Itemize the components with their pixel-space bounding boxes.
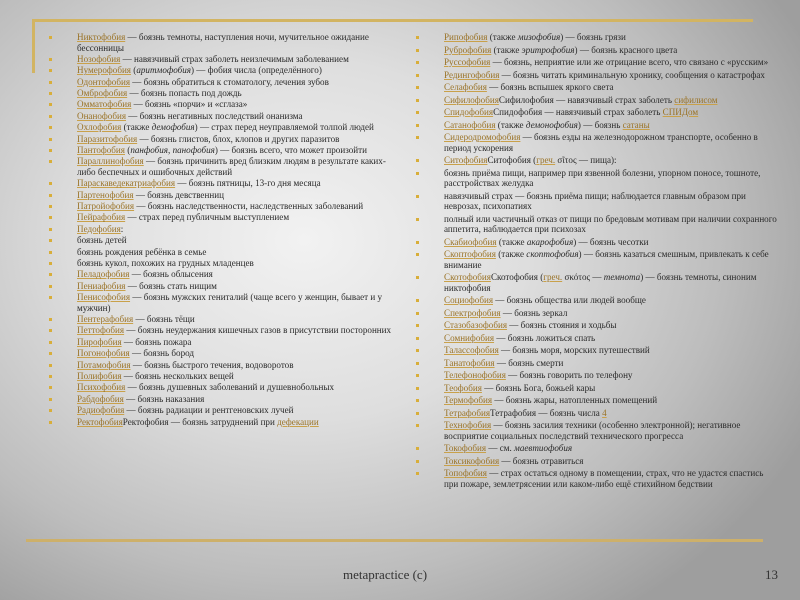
term-link[interactable]: Скотофобия: [444, 272, 491, 282]
term-link[interactable]: Радиофобия: [77, 405, 125, 416]
description-text: — боязнь причинить вред близким людям в результате каких-либо беспечных и ошибочных действий: [77, 156, 386, 177]
bullet-icon: [416, 349, 419, 352]
term-link[interactable]: Пенисофобия: [77, 292, 131, 303]
list-item: [416, 395, 778, 406]
description-text: (также: [491, 44, 522, 55]
description-text: (также: [487, 32, 518, 42]
bullet-icon: [49, 352, 52, 355]
description-text: (: [125, 145, 131, 156]
list-item: [416, 32, 778, 43]
description-text: боязнь детей: [77, 235, 127, 246]
term-link[interactable]: Пентерафобия: [77, 314, 134, 325]
list-item: [416, 456, 778, 467]
bullet-icon: [416, 387, 419, 390]
description-text: ) — боязнь красного цвета: [574, 44, 678, 55]
description-text: боязнь кукол, похожих на грудных младенцев: [77, 258, 254, 269]
description-text: — боязнь вспышек яркого света: [486, 82, 614, 92]
bullet-icon: [49, 194, 52, 197]
term-link[interactable]: Ситофобия: [444, 155, 488, 165]
list-item: [49, 314, 404, 325]
description-text: — боязнь нескольких вещей: [121, 371, 234, 382]
term-link[interactable]: сифилисом: [674, 94, 718, 105]
bullet-icon: [49, 341, 52, 344]
description-text: — боязнь смерти: [494, 357, 564, 368]
description-text: — страх перед публичным выступлением: [125, 212, 290, 223]
list-item: [49, 247, 404, 258]
bullet-icon: [49, 36, 52, 39]
description-text: — страх остаться одному в помещении, страх, что не удастся спастись при пожаре, землетрясении или каком-либо ещё стихийном бедствии: [444, 468, 764, 489]
description-text: ) — боязнь темноты, синоним никтофобия: [444, 272, 757, 293]
term-link[interactable]: Руброфобия: [444, 44, 492, 55]
description-text: — боязнь пятницы, 13-го дня месяца: [175, 178, 321, 189]
list-item: [49, 337, 404, 348]
bullet-icon: [49, 386, 52, 389]
bullet-icon: [416, 36, 419, 39]
bullet-icon: [49, 103, 52, 106]
bullet-icon: [49, 285, 52, 288]
term-link[interactable]: Сифилофобия: [444, 94, 499, 105]
description-text: — см.: [486, 443, 515, 453]
list-item: [49, 360, 404, 371]
bullet-icon: [49, 92, 52, 95]
decorative-frame-top: [32, 19, 753, 22]
list-item: [416, 107, 778, 118]
synonym-text: демонофобия: [525, 119, 578, 130]
bullet-icon: [49, 205, 52, 208]
description-text: (также: [495, 249, 527, 259]
list-item: [416, 308, 778, 319]
description-text: — боязнь читать криминальную хронику, сообщения о катастрофах: [499, 69, 765, 80]
bullet-icon: [49, 239, 52, 242]
list-item: [416, 249, 778, 270]
term-link[interactable]: Телефонофобия: [444, 370, 506, 380]
description-text: :: [120, 223, 124, 234]
list-item: [49, 32, 404, 53]
term-link[interactable]: греч.: [543, 272, 563, 282]
footer-divider: [26, 539, 763, 542]
list-item: [416, 295, 778, 306]
description-text: ) — боязнь: [577, 119, 623, 130]
list-item: [416, 345, 778, 356]
list-item: [49, 88, 404, 99]
bullet-icon: [49, 138, 52, 141]
bullet-icon: [49, 329, 52, 332]
list-item: [49, 405, 404, 416]
description-text: — боязнь девственниц: [133, 189, 224, 200]
list-item: [49, 111, 404, 122]
bullet-icon: [49, 251, 52, 254]
description-text: ) — фобия числа (определённого): [190, 65, 322, 76]
list-item: [416, 82, 778, 93]
term-link[interactable]: Параллинофобия: [77, 156, 144, 167]
description-text: — боязнь неудержания кишечных газов в присутствии посторонних: [124, 325, 392, 336]
bullet-icon: [49, 296, 52, 299]
term-link[interactable]: Технофобия: [444, 420, 492, 430]
list-item: [416, 468, 778, 489]
description-text: ) — страх перед неуправляемой толпой людей: [194, 122, 374, 133]
term-link[interactable]: Сидеродромофобия: [444, 132, 521, 142]
bullet-icon: [49, 182, 52, 185]
list-item: [416, 155, 778, 166]
list-item: [49, 394, 404, 405]
list-item: [49, 348, 404, 359]
list-item: [49, 99, 404, 110]
decorative-frame-left: [32, 19, 35, 73]
description-text: навязчивый страх — боязнь приёма пищи; наблюдается главным образом при неврозах, психопатиях: [444, 190, 746, 211]
list-item: [416, 320, 778, 331]
term-link[interactable]: Талассофобия: [444, 345, 499, 355]
bullet-icon: [416, 447, 419, 450]
description-text: — боязнь ложиться спать: [494, 332, 596, 343]
term-link[interactable]: Топофобия: [444, 468, 487, 478]
description-text: ) — боязнь казаться смешным, привлекать к себе внимание: [444, 249, 769, 270]
list-item: [416, 420, 778, 441]
list-item: [49, 325, 404, 336]
term-link[interactable]: Омброфобия: [77, 88, 128, 99]
term-link[interactable]: Скабиофобия: [444, 236, 497, 247]
description-text: — боязнь жары, натопленных помещений: [492, 395, 658, 405]
term-link[interactable]: Редингофобия: [444, 69, 500, 80]
list-item: [49, 156, 404, 177]
list-item: [416, 45, 778, 56]
list-item: [49, 145, 404, 156]
bullet-icon: [416, 374, 419, 377]
bullet-icon: [416, 159, 419, 162]
bullet-icon: [416, 337, 419, 340]
list-item: [49, 269, 404, 280]
description-text: — боязнь стать нищим: [125, 280, 217, 291]
slide-number: 13: [765, 567, 778, 582]
description-text: — боязнь, неприятие или же отрицание всего, что связано с «русским»: [490, 57, 769, 67]
bullet-icon: [49, 375, 52, 378]
bullet-icon: [416, 424, 419, 427]
list-item: [49, 224, 404, 235]
term-link[interactable]: Социофобия: [444, 295, 494, 305]
list-item: [416, 120, 778, 131]
bullet-icon: [416, 86, 419, 89]
synonym-text: мизофобия: [517, 32, 561, 42]
term-link[interactable]: греч.: [536, 155, 556, 165]
bullet-icon: [49, 216, 52, 219]
term-link[interactable]: Потамофобия: [77, 359, 131, 370]
synonym-text: демофобия: [151, 122, 195, 133]
list-item: [416, 408, 778, 419]
list-item: [416, 383, 778, 394]
list-item: [49, 235, 404, 246]
list-item: [49, 371, 404, 382]
term-link[interactable]: Одонтофобия: [77, 76, 131, 87]
bullet-icon: [49, 409, 52, 412]
term-link[interactable]: Омматофобия: [77, 99, 132, 110]
term-link[interactable]: Рабдофобия: [77, 393, 124, 404]
description-text: (также: [495, 119, 526, 130]
list-item: [416, 70, 778, 81]
description-text: Сифилофобия — навязчивый страх заболеть: [498, 94, 675, 105]
synonym-text: скоптофобия: [526, 249, 579, 259]
bullet-icon: [49, 81, 52, 84]
list-item: [416, 370, 778, 381]
footer-text: metapractice (c): [342, 567, 428, 582]
list-item: [49, 65, 404, 76]
term-link[interactable]: Педофобия: [77, 223, 121, 234]
synonym-text: маевтиофобия: [514, 443, 573, 453]
description-text: — боязнь глистов, блох, клопов и других паразитов: [137, 133, 340, 144]
description-text: боязнь рождения ребёнка в семье: [77, 246, 207, 257]
description-text: — боязнь тёщи: [133, 314, 195, 325]
bullet-icon: [416, 299, 419, 302]
bullet-icon: [416, 195, 419, 198]
term-link[interactable]: Скоптофобия: [444, 249, 496, 259]
phobia-list-left: [49, 32, 404, 428]
term-link[interactable]: Нозофобия: [77, 53, 121, 64]
list-item: [49, 54, 404, 65]
bullet-icon: [416, 472, 419, 475]
bullet-icon: [416, 61, 419, 64]
list-item: [416, 132, 778, 153]
description-text: — боязнь наказания: [123, 393, 205, 404]
term-link[interactable]: Селафобия: [444, 82, 487, 92]
description-text: — боязнь зеркал: [500, 307, 568, 318]
description-text: — боязнь говорить по телефону: [505, 370, 633, 380]
term-link[interactable]: Полифобия: [77, 371, 122, 382]
description-text: — боязнь душевных заболеваний и душевнобольных: [125, 382, 335, 393]
bullet-icon: [416, 412, 419, 415]
description-text: Скотофобия (: [490, 272, 544, 282]
description-text: — боязнь обратиться к стоматологу, лечения зубов: [130, 76, 329, 87]
description-text: Спидофобия — навязчивый страх заболеть: [493, 107, 663, 117]
description-text: боязнь приёма пищи, например при язвенной болезни, упорном поносе, тошноте, расстройствах желудка: [444, 167, 761, 188]
term-link[interactable]: Ректофобия: [77, 416, 123, 427]
bullet-icon: [416, 74, 419, 77]
description-text: Тетрафобия — боязнь числа: [490, 407, 603, 418]
bullet-icon: [49, 160, 52, 163]
list-item: [416, 168, 778, 189]
bullet-icon: [49, 421, 52, 424]
term-link[interactable]: Пейрафобия: [77, 212, 126, 223]
description-text: — боязнь общества или людей вообще: [493, 295, 646, 305]
list-item: [416, 333, 778, 344]
description-text: σκότος —: [562, 272, 604, 282]
list-item: [49, 178, 404, 189]
term-link[interactable]: сатаны: [622, 119, 650, 130]
bullet-icon: [416, 111, 419, 114]
bullet-icon: [49, 149, 52, 152]
description-text: — боязнь отравиться: [499, 455, 584, 466]
list-item: [49, 258, 404, 269]
term-link[interactable]: Пениафобия: [77, 280, 126, 291]
term-link[interactable]: Термофобия: [444, 395, 493, 405]
description-text: — боязнь негативных последствий онанизма: [126, 110, 303, 121]
description-text: — боязнь езды на железнодорожном транспорте, особенно в период ускорения: [444, 132, 758, 153]
term-link[interactable]: Сатанофобия: [444, 119, 496, 130]
description-text: — боязнь темноты, наступления ночи, мучительное ожидание бессонницы: [77, 32, 369, 53]
list-item: [49, 134, 404, 145]
list-item: [49, 417, 404, 428]
term-link[interactable]: Танатофобия: [444, 357, 495, 368]
list-item: [416, 358, 778, 369]
description-text: — боязнь моря, морских путешествий: [498, 345, 650, 355]
synonym-text: эритрофобия: [521, 44, 575, 55]
description-text: полный или частичный отказ от пищи по бредовым мотивам при наличии сохранного аппетита, наблюдается при психозах: [444, 213, 777, 234]
list-item: [416, 57, 778, 68]
description-text: — боязнь быстрого течения, водоворотов: [130, 359, 294, 370]
bullet-icon: [49, 115, 52, 118]
description-text: — боязнь Бога, божьей кары: [481, 382, 596, 393]
list-item: [416, 191, 778, 212]
bullet-icon: [416, 218, 419, 221]
description-text: ) — боязнь чесотки: [573, 236, 649, 247]
bullet-icon: [49, 318, 52, 321]
list-item: [416, 95, 778, 106]
term-link[interactable]: Пеладофобия: [77, 269, 130, 280]
description-text: (: [131, 65, 137, 76]
term-link[interactable]: Теофобия: [444, 382, 482, 393]
description-text: — боязнь пожара: [121, 336, 192, 347]
description-text: Ректофобия — боязнь затруднений при: [122, 416, 278, 427]
list-item: [416, 237, 778, 248]
term-link[interactable]: Пирофобия: [77, 336, 122, 347]
list-item: [49, 77, 404, 88]
term-link[interactable]: Погонофобия: [77, 348, 130, 359]
description-text: — боязнь «порчи» и «сглаза»: [131, 99, 248, 110]
term-link[interactable]: Спектрофобия: [444, 307, 501, 318]
bullet-icon: [416, 99, 419, 102]
term-link[interactable]: Параскаведекатриафобия: [77, 178, 176, 189]
list-item: [49, 292, 404, 313]
description-text: — навязчивый страх заболеть неизлечимым заболеванием: [120, 53, 349, 64]
term-link[interactable]: Стазобазофобия: [444, 320, 508, 330]
term-link[interactable]: Пантофобия: [77, 145, 125, 156]
bullet-icon: [49, 58, 52, 61]
bullet-icon: [49, 364, 52, 367]
synonym-text: акарофобия: [526, 236, 574, 247]
term-link[interactable]: Патройофобия: [77, 201, 135, 212]
list-item: [49, 122, 404, 133]
description-text: — боязнь наследственности, наследственных заболеваний: [134, 201, 364, 212]
description-text: — боязнь попасть под дождь: [127, 88, 242, 99]
description-text: (также: [496, 236, 527, 247]
term-link[interactable]: Психофобия: [77, 382, 126, 393]
list-item: [49, 281, 404, 292]
description-text: ) — боязнь грязи: [560, 32, 626, 42]
description-text: — боязнь стояния и ходьбы: [507, 320, 617, 330]
bullet-icon: [416, 324, 419, 327]
list-item: [416, 214, 778, 235]
term-link[interactable]: Паразитофобия: [77, 133, 138, 144]
synonym-text: панфобия, панофобия: [130, 145, 215, 156]
description-text: — боязнь засилия техники (особенно электронной); негативное восприятие социальных последствий технического прогресса: [444, 420, 741, 441]
bullet-icon: [49, 273, 52, 276]
bullet-icon: [49, 126, 52, 129]
term-link[interactable]: Никтофобия: [77, 32, 126, 42]
term-link[interactable]: Охлофобия: [77, 122, 122, 133]
description-text: — боязнь радиации и рентгеновских лучей: [124, 405, 294, 416]
bullet-icon: [416, 241, 419, 244]
bullet-icon: [416, 136, 419, 139]
description-text: — боязнь бород: [129, 348, 195, 359]
list-item: [416, 272, 778, 293]
list-item: [49, 212, 404, 223]
term-link[interactable]: Руссофобия: [444, 57, 491, 67]
term-link[interactable]: Токофобия: [444, 443, 487, 453]
description-text: ) — боязнь всего, что может произойти: [214, 145, 367, 156]
bullet-icon: [416, 312, 419, 315]
bullet-icon: [416, 49, 419, 52]
description-text: — боязнь мужских гениталий (чаще всего у женщин, бывает и у мужчин): [77, 292, 383, 313]
term-link[interactable]: Токсикофобия: [444, 455, 500, 466]
description-text: σῖτος — пища):: [555, 155, 617, 165]
term-link[interactable]: Спидофобия: [444, 107, 494, 117]
bullet-icon: [416, 253, 419, 256]
synonym-text: аритмофобия: [136, 65, 191, 76]
bullet-icon: [416, 362, 419, 365]
term-link[interactable]: Сомнифобия: [444, 332, 495, 343]
list-item: [49, 382, 404, 393]
bullet-icon: [416, 276, 419, 279]
description-text: (также: [121, 122, 152, 133]
phobia-list-right: [416, 32, 778, 491]
bullet-icon: [416, 460, 419, 463]
bullet-icon: [49, 262, 52, 265]
bullet-icon: [416, 399, 419, 402]
term-link[interactable]: 4: [602, 407, 607, 418]
bullet-icon: [49, 398, 52, 401]
term-link[interactable]: Тетрафобия: [444, 407, 491, 418]
term-link[interactable]: Нумерофобия: [77, 65, 131, 76]
description-text: — боязнь облысения: [129, 269, 213, 280]
term-link[interactable]: Рипофобия: [444, 32, 488, 42]
bullet-icon: [49, 69, 52, 72]
term-link[interactable]: Петтофобия: [77, 325, 125, 336]
list-item: [49, 190, 404, 201]
description-text: Ситофобия (: [487, 155, 537, 165]
bullet-icon: [416, 124, 419, 127]
term-link[interactable]: Партенофобия: [77, 189, 134, 200]
term-link[interactable]: дефекации: [277, 416, 319, 427]
list-item: [49, 201, 404, 212]
term-link[interactable]: СПИДом: [662, 107, 699, 117]
bullet-icon: [49, 228, 52, 231]
bullet-icon: [416, 172, 419, 175]
synonym-text: темнота: [603, 272, 641, 282]
list-item: [416, 443, 778, 454]
term-link[interactable]: Онанофобия: [77, 110, 126, 121]
